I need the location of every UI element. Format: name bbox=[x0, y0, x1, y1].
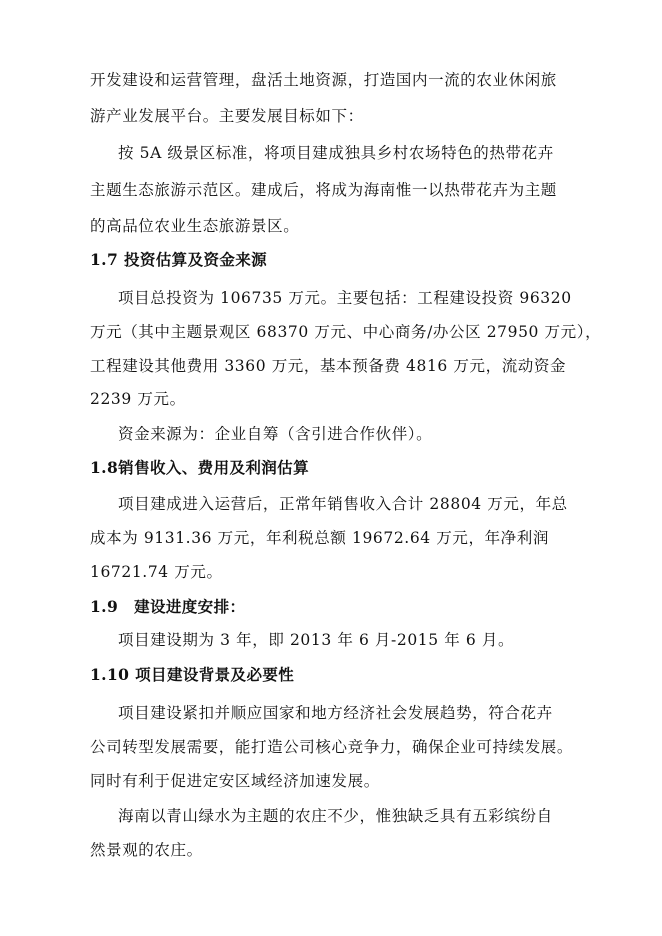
paragraph-line: 万元（其中主题景观区 68370 万元、中心商务/办公区 27950 万元）， bbox=[90, 323, 602, 341]
paragraph-line: 主题生态旅游示范区。建成后，将成为海南惟一以热带花卉为主题 bbox=[90, 181, 557, 199]
section-heading-1-8: 1.8销售收入、费用及利润估算 bbox=[90, 458, 309, 477]
paragraph-line: 按 5A 级景区标准，将项目建成独具乡村农场特色的热带花卉 bbox=[118, 144, 554, 162]
paragraph-line: 成本为 9131.36 万元，年利税总额 19672.64 万元，年净利润 bbox=[90, 529, 549, 547]
paragraph-line: 游产业发展平台。主要发展目标如下： bbox=[90, 107, 364, 125]
paragraph-line: 2239 万元。 bbox=[90, 390, 186, 408]
paragraph-line: 开发建设和运营管理，盘活土地资源，打造国内一流的农业休闲旅 bbox=[90, 71, 557, 89]
paragraph-line: 16721.74 万元。 bbox=[90, 563, 223, 581]
paragraph-line: 海南以青山绿水为主题的农庄不少，惟独缺乏具有五彩缤纷自 bbox=[118, 807, 553, 825]
paragraph-line: 资金来源为：企业自筹（含引进合作伙伴）。 bbox=[118, 425, 433, 443]
section-heading-1-10: 1.10 项目建设背景及必要性 bbox=[90, 665, 295, 684]
paragraph-line: 项目建设期为 3 年，即 2013 年 6 月-2015 年 6 月。 bbox=[118, 631, 515, 649]
paragraph-line: 项目总投资为 106735 万元。主要包括：工程建设投资 96320 bbox=[118, 289, 572, 307]
paragraph-line: 项目建成进入运营后，正常年销售收入合计 28804 万元，年总 bbox=[118, 495, 568, 513]
paragraph-line: 然景观的农庄。 bbox=[90, 841, 203, 859]
paragraph-line: 公司转型发展需要，能打造公司核心竞争力，确保企业可持续发展。 bbox=[90, 738, 574, 756]
paragraph-line: 项目建设紧扣并顺应国家和地方经济社会发展趋势，符合花卉 bbox=[118, 704, 553, 722]
paragraph-line: 同时有利于促进定安区域经济加速发展。 bbox=[90, 772, 380, 790]
section-heading-1-7: 1.7 投资估算及资金来源 bbox=[90, 250, 268, 269]
paragraph-line: 工程建设其他费用 3360 万元，基本预备费 4816 万元，流动资金 bbox=[90, 357, 567, 375]
paragraph-line: 的高品位农业生态旅游景区。 bbox=[90, 217, 300, 235]
section-heading-1-9: 1.9 建设进度安排： bbox=[90, 597, 246, 616]
